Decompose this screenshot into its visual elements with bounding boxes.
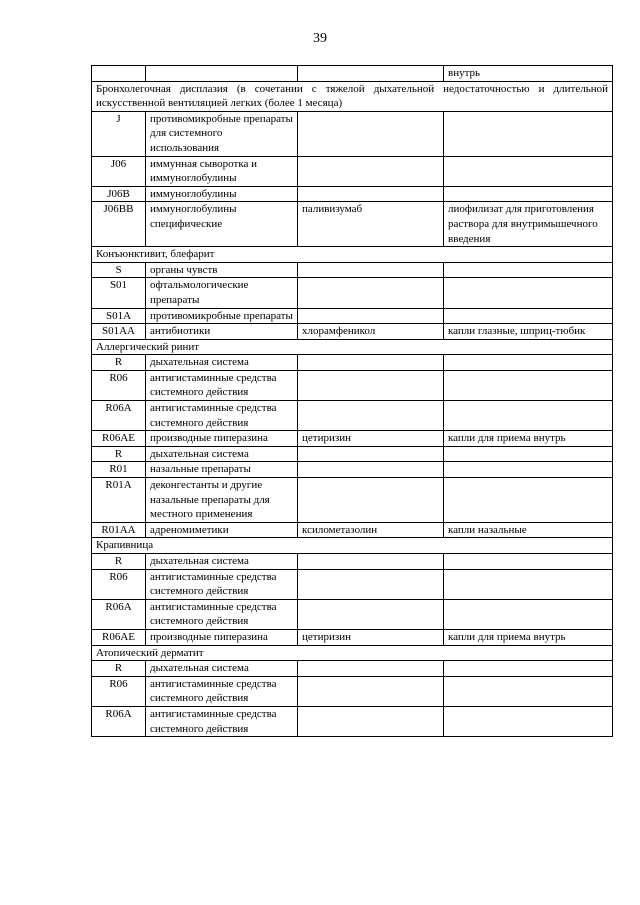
table-row [92,706,613,736]
table-row [92,676,613,706]
dosage-form-cell [444,706,613,736]
table-row [92,629,613,645]
section-header-row [92,339,613,355]
dosage-form-cell [444,661,613,677]
dosage-form-cell [444,370,613,400]
drug-name-cell [298,706,444,736]
atc-code-cell: J06BB [92,202,146,247]
atc-code-cell: R06AE [92,431,146,447]
pharm-group-cell: антигистаминные средства системного действия [146,569,298,599]
dosage-form-cell: капли для приема внутрь [444,431,613,447]
drug-name-cell [298,278,444,308]
drug-name-cell: цетиризин [298,431,444,447]
pharm-group-cell: дыхательная система [146,554,298,570]
table-row [92,262,613,278]
section-header-row [92,645,613,661]
drug-name-cell [298,569,444,599]
section-title: Атопический дерматит [92,645,613,661]
pharm-group-cell: антигистаминные средства системного действия [146,401,298,431]
dosage-form-cell [444,156,613,186]
drug-name-cell [298,478,444,523]
pharm-group-cell: офтальмологические препараты [146,278,298,308]
pharm-group-cell: иммунная сыворотка и иммуноглобулины [146,156,298,186]
section-header-row [92,538,613,554]
section-header-row [92,81,613,111]
section-title: Крапивница [92,538,613,554]
atc-code-cell: R [92,446,146,462]
drug-name-cell: цетиризин [298,629,444,645]
pharm-group-cell: деконгестанты и другие назальные препараты для местного применения [146,478,298,523]
table-row [92,278,613,308]
drug-name-cell [298,111,444,156]
dosage-form-cell: капли назальные [444,522,613,538]
atc-code-cell: J06 [92,156,146,186]
drug-name-cell: ксилометазолин [298,522,444,538]
atc-code-cell: R06AE [92,629,146,645]
dosage-form-cell [444,554,613,570]
pharm-group-cell: назальные препараты [146,462,298,478]
medication-table-body [92,66,613,737]
atc-code-cell: R06 [92,569,146,599]
table-row [92,446,613,462]
pharm-group-cell: антигистаминные средства системного действия [146,370,298,400]
atc-code-cell: J [92,111,146,156]
table-row [92,308,613,324]
pharm-group-cell: адреномиметики [146,522,298,538]
section-title: Бронхолегочная дисплазия (в сочетании с тяжелой дыхательной недостаточностью и длительной искусственной вентиляцией легких (более 1 месяца) [92,81,613,111]
atc-code-cell: R06 [92,370,146,400]
dosage-form-cell: капли для приема внутрь [444,629,613,645]
table-row [92,66,613,82]
atc-code-cell: R06 [92,676,146,706]
drug-name-cell [298,262,444,278]
pharm-group-cell: антигистаминные средства системного действия [146,599,298,629]
dosage-form-cell [444,599,613,629]
atc-code-cell: S [92,262,146,278]
pharm-group-cell: антигистаминные средства системного действия [146,706,298,736]
drug-name-cell [298,661,444,677]
dosage-form-cell [444,676,613,706]
dosage-form-cell [444,462,613,478]
table-row [92,355,613,371]
atc-code-cell: R06A [92,599,146,629]
dosage-form-cell [444,446,613,462]
pharm-group-cell: противомикробные препараты для системного использования [146,111,298,156]
dosage-form-cell [444,569,613,599]
drug-name-cell [298,462,444,478]
medication-table [91,65,613,737]
dosage-form-cell [444,111,613,156]
drug-name-cell: паливизумаб [298,202,444,247]
table-row [92,370,613,400]
pharm-group-cell [146,66,298,82]
dosage-form-cell [444,186,613,202]
dosage-form-cell: лиофилизат для приготовления раствора для внутримышечного введения [444,202,613,247]
pharm-group-cell: производные пиперазина [146,629,298,645]
section-title: Конъюнктивит, блефарит [92,247,613,263]
pharm-group-cell: антигистаминные средства системного действия [146,676,298,706]
drug-name-cell [298,554,444,570]
atc-code-cell: J06B [92,186,146,202]
table-row [92,401,613,431]
section-title: Аллергический ринит [92,339,613,355]
pharm-group-cell: органы чувств [146,262,298,278]
table-row [92,522,613,538]
atc-code-cell: S01A [92,308,146,324]
drug-name-cell: хлорамфеникол [298,324,444,340]
pharm-group-cell: производные пиперазина [146,431,298,447]
pharm-group-cell: дыхательная система [146,661,298,677]
section-header-row [92,247,613,263]
table-row [92,111,613,156]
drug-name-cell [298,66,444,82]
table-row [92,462,613,478]
dosage-form-cell [444,278,613,308]
atc-code-cell: R [92,554,146,570]
table-row [92,599,613,629]
table-row [92,569,613,599]
table-row [92,186,613,202]
dosage-form-cell [444,308,613,324]
atc-code-cell: S01AA [92,324,146,340]
table-row [92,202,613,247]
pharm-group-cell: иммуноглобулины [146,186,298,202]
dosage-form-cell: капли глазные, шприц-тюбик [444,324,613,340]
pharm-group-cell: антибиотики [146,324,298,340]
drug-name-cell [298,599,444,629]
table-row [92,661,613,677]
drug-name-cell [298,156,444,186]
pharm-group-cell: противомикробные препараты [146,308,298,324]
page-number: 39 [313,31,327,46]
dosage-form-cell: внутрь [444,66,613,82]
atc-code-cell: R01 [92,462,146,478]
drug-name-cell [298,446,444,462]
drug-name-cell [298,370,444,400]
atc-code-cell [92,66,146,82]
dosage-form-cell [444,478,613,523]
table-row [92,324,613,340]
table-row [92,156,613,186]
drug-name-cell [298,355,444,371]
pharm-group-cell: дыхательная система [146,446,298,462]
table-row [92,554,613,570]
atc-code-cell: R06A [92,706,146,736]
atc-code-cell: R01AA [92,522,146,538]
atc-code-cell: R01A [92,478,146,523]
dosage-form-cell [444,355,613,371]
table-row [92,478,613,523]
dosage-form-cell [444,262,613,278]
pharm-group-cell: иммуноглобулины специфические [146,202,298,247]
pharm-group-cell: дыхательная система [146,355,298,371]
dosage-form-cell [444,401,613,431]
atc-code-cell: R06A [92,401,146,431]
atc-code-cell: S01 [92,278,146,308]
drug-name-cell [298,186,444,202]
drug-name-cell [298,676,444,706]
atc-code-cell: R [92,355,146,371]
drug-name-cell [298,401,444,431]
table-row [92,431,613,447]
drug-name-cell [298,308,444,324]
atc-code-cell: R [92,661,146,677]
